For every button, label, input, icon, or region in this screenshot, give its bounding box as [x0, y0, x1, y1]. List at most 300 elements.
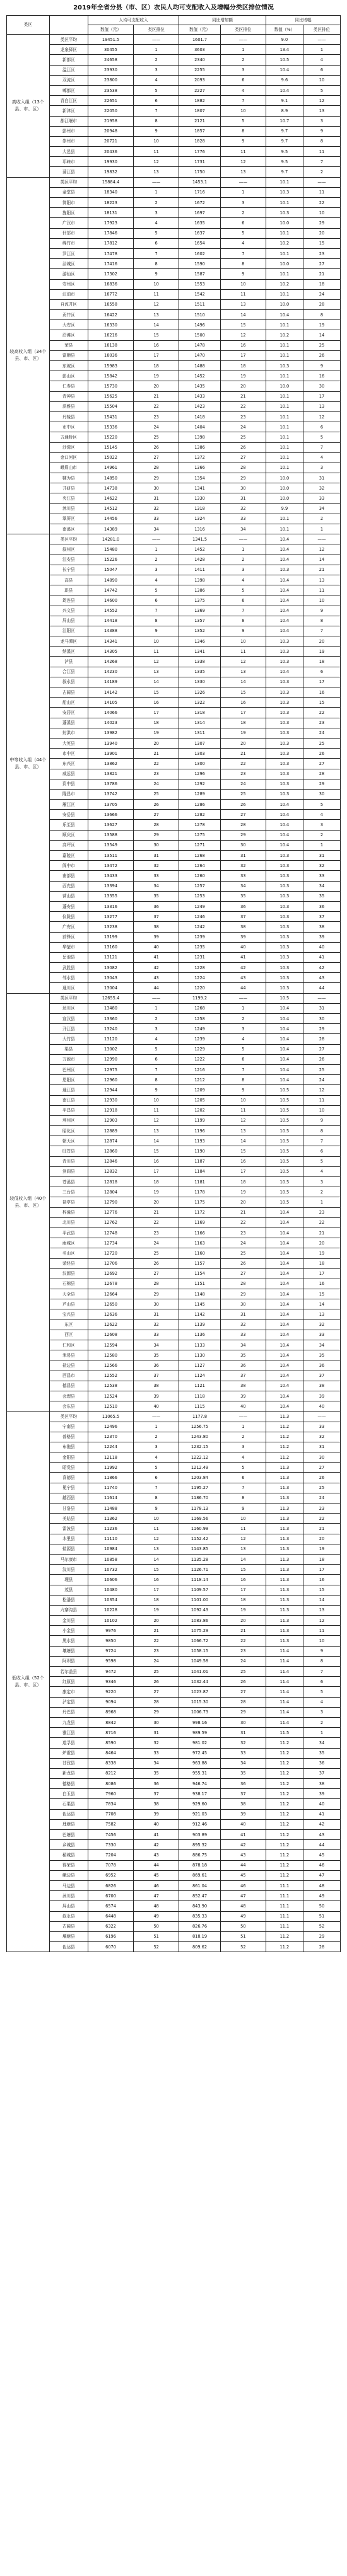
county-name: 涪城区 — [49, 259, 88, 269]
growth-value: 938.17 — [179, 1789, 221, 1799]
income-value: 22050 — [88, 106, 133, 116]
table-row — [7, 1003, 341, 1013]
growth-rank: 11 — [220, 1524, 266, 1534]
county-name: 阿坝县 — [49, 1656, 88, 1666]
income-value: 12889 — [88, 1126, 133, 1136]
growth-rate-value: 10.3 — [266, 932, 303, 942]
growth-rate-value: 10.5 — [266, 1136, 303, 1146]
income-value: 13120 — [88, 1034, 133, 1044]
growth-rank: 6 — [220, 75, 266, 85]
growth-rank: 2 — [220, 555, 266, 565]
income-rank: 43 — [134, 973, 179, 983]
income-rank: 5 — [134, 1044, 179, 1054]
county-name: 西昌市 — [49, 1371, 88, 1381]
growth-value: 1202 — [179, 1105, 221, 1115]
county-name: 甘洛县 — [49, 1504, 88, 1514]
income-value: 12370 — [88, 1432, 133, 1442]
income-value: 10984 — [88, 1544, 133, 1554]
income-rank: 22 — [134, 1217, 179, 1228]
growth-rate-value: 11.1 — [266, 1911, 303, 1921]
growth-rank: 35 — [220, 891, 266, 901]
growth-rank: 8 — [220, 259, 266, 269]
income-value: 15504 — [88, 401, 133, 411]
income-rank: 13 — [134, 1544, 179, 1554]
income-value: 17846 — [88, 228, 133, 238]
growth-rank: 14 — [220, 677, 266, 687]
growth-rank: 17 — [220, 708, 266, 718]
growth-rank: 47 — [220, 1891, 266, 1901]
growth-rate-value: 10.3 — [266, 769, 303, 779]
growth-rank: 16 — [220, 1575, 266, 1585]
income-value: 13982 — [88, 728, 133, 738]
growth-rank: 29 — [220, 830, 266, 840]
growth-rank: 2 — [220, 1432, 266, 1442]
income-rank: 15 — [134, 1565, 179, 1575]
table-row — [7, 1309, 341, 1320]
tier-group-label: 中等收入组（44个县、市、区） — [7, 534, 50, 993]
growth-rank: 6 — [220, 218, 266, 228]
table-row — [7, 718, 341, 728]
growth-rate-rank: 7 — [303, 626, 340, 636]
income-rank: 5 — [134, 1463, 179, 1473]
growth-rate-rank: 1 — [303, 45, 340, 55]
header-growth-rate: 同比增幅 — [266, 16, 340, 25]
growth-rate-value: 10.0 — [266, 299, 303, 309]
growth-rate-rank: 4 — [303, 55, 340, 65]
growth-value: 1258 — [179, 1014, 221, 1024]
growth-rate-value: 10.3 — [266, 636, 303, 647]
growth-rate-rank: 32 — [303, 861, 340, 871]
growth-value: 1256.75 — [179, 1422, 221, 1432]
tier-average-row — [7, 993, 341, 1003]
growth-rate-value: 10.0 — [266, 483, 303, 493]
income-value: 12734 — [88, 1238, 133, 1248]
table-row — [7, 575, 341, 585]
growth-rate-rank: 6 — [303, 422, 340, 432]
county-name: 合江县 — [49, 667, 88, 677]
income-rank: 30 — [134, 840, 179, 850]
growth-rank: 2 — [220, 55, 266, 65]
income-rank: 41 — [134, 1830, 179, 1840]
growth-value: 1352 — [179, 626, 221, 636]
income-rank: 33 — [134, 1748, 179, 1758]
county-name: 江油市 — [49, 289, 88, 299]
income-rank: 33 — [134, 1330, 179, 1340]
growth-rate-value: 10.4 — [266, 800, 303, 810]
growth-rate-rank: 24 — [303, 728, 340, 738]
growth-rate-value: 10.4 — [266, 534, 303, 544]
table-row — [7, 871, 341, 881]
growth-rank: 22 — [220, 401, 266, 411]
county-name: 大邑县 — [49, 147, 88, 157]
income-rank: 7 — [134, 1064, 179, 1074]
county-name: 朝天区 — [49, 1136, 88, 1146]
growth-rank: 26 — [220, 800, 266, 810]
income-value: 9094 — [88, 1697, 133, 1707]
header-tier-group: 类区 — [7, 16, 50, 35]
income-rank: 12 — [134, 1534, 179, 1544]
county-name: 叙州区 — [49, 544, 88, 555]
growth-rate-rank: 6 — [303, 1146, 340, 1156]
table-row — [7, 1707, 341, 1717]
growth-rank: 23 — [220, 1228, 266, 1238]
growth-rank: 33 — [220, 871, 266, 881]
income-rank: 40 — [134, 1401, 179, 1412]
growth-rate-rank: 13 — [303, 1309, 340, 1320]
table-row — [7, 1554, 341, 1564]
growth-rate-value: 10.3 — [266, 881, 303, 891]
growth-rank: 29 — [220, 1289, 266, 1299]
table-row — [7, 738, 341, 748]
income-rank: 44 — [134, 1860, 179, 1870]
growth-rate-value: 10.3 — [266, 208, 303, 218]
growth-rate-rank: 13 — [303, 106, 340, 116]
growth-rate-value: 10.5 — [266, 1126, 303, 1136]
growth-value: 1193 — [179, 1136, 221, 1146]
income-rank: 27 — [134, 452, 179, 463]
income-rank: 34 — [134, 881, 179, 891]
growth-value: 1635 — [179, 218, 221, 228]
growth-rate-value: 10.5 — [266, 1146, 303, 1156]
growth-value: 1130 — [179, 1350, 221, 1360]
growth-value: 1006.73 — [179, 1707, 221, 1717]
income-value: 14418 — [88, 616, 133, 626]
income-rank: 4 — [134, 75, 179, 85]
county-name: 理县 — [49, 1575, 88, 1585]
income-value: 16036 — [88, 350, 133, 360]
county-name: 蒲江县 — [49, 167, 88, 177]
county-name: 巴州区 — [49, 1064, 88, 1074]
income-rank: 45 — [134, 1870, 179, 1880]
growth-rank: 30 — [220, 1717, 266, 1727]
growth-rate-rank: 36 — [303, 1360, 340, 1371]
growth-rate-rank: 1 — [303, 524, 340, 534]
growth-value: 1369 — [179, 606, 221, 616]
income-rank: 8 — [134, 1075, 179, 1085]
growth-value: 1286 — [179, 800, 221, 810]
income-value: 20948 — [88, 126, 133, 136]
growth-rate-value: 11.4 — [266, 1687, 303, 1697]
growth-rank: 30 — [220, 840, 266, 850]
growth-rank: 7 — [220, 248, 266, 258]
growth-rank: 13 — [220, 667, 266, 677]
growth-rank: 4 — [220, 238, 266, 248]
growth-rate-rank: 7 — [303, 157, 340, 167]
growth-rate-rank: 11 — [303, 187, 340, 197]
growth-rate-value: 11.2 — [266, 1931, 303, 1941]
table-row — [7, 228, 341, 238]
table-row — [7, 1248, 341, 1258]
income-value: 13549 — [88, 840, 133, 850]
income-value: 11488 — [88, 1504, 133, 1514]
income-value: 12594 — [88, 1340, 133, 1350]
income-value: 6070 — [88, 1942, 133, 1952]
county-name: 高坪区 — [49, 840, 88, 850]
income-rank: 33 — [134, 514, 179, 524]
growth-rate-value: 10.0 — [266, 259, 303, 269]
growth-rank: 50 — [220, 1921, 266, 1931]
growth-rank: —— — [220, 35, 266, 45]
growth-rate-value: 11.3 — [266, 1504, 303, 1514]
growth-rate-rank: 7 — [303, 442, 340, 452]
growth-value: 1300 — [179, 759, 221, 769]
growth-value: 1386 — [179, 442, 221, 452]
growth-rate-rank: 16 — [303, 687, 340, 698]
income-rank: 1 — [134, 45, 179, 55]
income-rank: 9 — [134, 626, 179, 636]
county-name: 类区平均 — [49, 993, 88, 1003]
growth-value: 929.60 — [179, 1799, 221, 1809]
table-row — [7, 616, 341, 626]
growth-value: 1175 — [179, 1197, 221, 1207]
growth-value: 1066.72 — [179, 1636, 221, 1646]
county-name: 壤塘县 — [49, 1646, 88, 1656]
table-row — [7, 1422, 341, 1432]
income-rank: 51 — [134, 1931, 179, 1941]
income-value: 12706 — [88, 1258, 133, 1268]
growth-rate-rank: 27 — [303, 1463, 340, 1473]
table-row — [7, 1636, 341, 1646]
growth-rate-value: 8.9 — [266, 106, 303, 116]
table-row — [7, 1044, 341, 1054]
growth-rank: 7 — [220, 1064, 266, 1074]
growth-rank: 5 — [220, 585, 266, 595]
growth-value: 1510 — [179, 310, 221, 320]
income-value: 13433 — [88, 871, 133, 881]
growth-rank: 33 — [220, 514, 266, 524]
growth-rate-rank: 19 — [303, 1248, 340, 1258]
income-rank: 19 — [134, 1187, 179, 1197]
table-row — [7, 810, 341, 820]
growth-rate-rank: 40 — [303, 942, 340, 952]
county-name: 高县 — [49, 575, 88, 585]
growth-value: 809.62 — [179, 1942, 221, 1952]
table-row — [7, 1340, 341, 1350]
county-name: 阆中市 — [49, 861, 88, 871]
income-rank: 25 — [134, 432, 179, 442]
income-rank: 13 — [134, 167, 179, 177]
county-name: 邻水县 — [49, 973, 88, 983]
growth-value: 1435 — [179, 381, 221, 391]
growth-rank: 11 — [220, 147, 266, 157]
county-name: 东坡区 — [49, 361, 88, 371]
income-value: 13355 — [88, 891, 133, 901]
county-name: 五通桥区 — [49, 432, 88, 442]
income-value: 13082 — [88, 963, 133, 973]
growth-rank: 24 — [220, 422, 266, 432]
county-name: 长宁县 — [49, 565, 88, 575]
table-row — [7, 1514, 341, 1524]
growth-rank: —— — [220, 177, 266, 187]
county-name: 昭化区 — [49, 1126, 88, 1136]
income-rank: 14 — [134, 1136, 179, 1146]
table-row — [7, 1667, 341, 1677]
growth-rank: 23 — [220, 411, 266, 422]
growth-value: 1151 — [179, 1279, 221, 1289]
growth-rank: 15 — [220, 687, 266, 698]
income-rank: 4 — [134, 1034, 179, 1044]
table-row — [7, 65, 341, 75]
growth-value: 1127 — [179, 1360, 221, 1371]
county-name: 峨眉山市 — [49, 463, 88, 473]
income-value: 12990 — [88, 1054, 133, 1064]
table-row — [7, 851, 341, 861]
income-rank: 22 — [134, 401, 179, 411]
growth-rank: 21 — [220, 1626, 266, 1636]
income-value: 15220 — [88, 432, 133, 442]
growth-rate-rank: 9 — [303, 1115, 340, 1125]
tier-average-row — [7, 1412, 341, 1422]
growth-rate-rank: 24 — [303, 1493, 340, 1503]
income-value: 16772 — [88, 289, 133, 299]
growth-value: 1303 — [179, 749, 221, 759]
income-rank: 3 — [134, 65, 179, 75]
growth-rank: 36 — [220, 901, 266, 911]
growth-rate-value: 11.4 — [266, 1646, 303, 1656]
income-value: 11362 — [88, 1514, 133, 1524]
growth-rate-rank: —— — [303, 35, 340, 45]
table-row — [7, 259, 341, 269]
growth-rank: 25 — [220, 432, 266, 442]
growth-rate-value: 10.4 — [266, 1207, 303, 1217]
income-rank: 11 — [134, 289, 179, 299]
income-value: 24658 — [88, 55, 133, 65]
table-row — [7, 565, 341, 575]
income-value: 12566 — [88, 1360, 133, 1371]
growth-rate-rank: 17 — [303, 1565, 340, 1575]
growth-rate-rank: 12 — [303, 411, 340, 422]
growth-rank: 26 — [220, 1677, 266, 1687]
growth-rate-rank: 23 — [303, 248, 340, 258]
table-row — [7, 1830, 341, 1840]
growth-rate-rank: 9 — [303, 1646, 340, 1656]
growth-value: 1423 — [179, 401, 221, 411]
income-value: 19451.5 — [88, 35, 133, 45]
income-value: 12552 — [88, 1371, 133, 1381]
growth-value: 1404 — [179, 422, 221, 432]
income-value: 12244 — [88, 1442, 133, 1452]
growth-rate-rank: 16 — [303, 1279, 340, 1289]
income-rank: 19 — [134, 1605, 179, 1615]
growth-value: 1032.44 — [179, 1677, 221, 1687]
growth-rate-value: 10.3 — [266, 749, 303, 759]
growth-value: 921.03 — [179, 1809, 221, 1819]
income-rank: 36 — [134, 1360, 179, 1371]
income-value: 7708 — [88, 1809, 133, 1819]
income-rank: —— — [134, 177, 179, 187]
county-name: 万源市 — [49, 1054, 88, 1064]
growth-rank: 37 — [220, 1789, 266, 1799]
table-row — [7, 340, 341, 350]
growth-value: 1212.49 — [179, 1463, 221, 1473]
growth-rate-rank: 21 — [303, 565, 340, 575]
county-name: 沐川县 — [49, 503, 88, 514]
county-name: 岳池县 — [49, 952, 88, 962]
growth-rank: 45 — [220, 1870, 266, 1880]
county-name: 德昌县 — [49, 1381, 88, 1391]
income-value: 12860 — [88, 1146, 133, 1156]
growth-rate-value: 11.3 — [266, 1605, 303, 1615]
income-rank: 9 — [134, 1504, 179, 1514]
growth-value: 1716 — [179, 187, 221, 197]
table-row — [7, 442, 341, 452]
growth-rate-rank: 20 — [303, 636, 340, 647]
growth-rank: 29 — [220, 1707, 266, 1717]
growth-value: 1222 — [179, 1054, 221, 1064]
growth-value: 1335 — [179, 667, 221, 677]
income-rank: 14 — [134, 677, 179, 687]
growth-value: 1542 — [179, 289, 221, 299]
growth-rate-value: 11.3 — [266, 1514, 303, 1524]
growth-value: 886.75 — [179, 1850, 221, 1860]
growth-rate-rank: 38 — [303, 1381, 340, 1391]
growth-rank: 4 — [220, 1452, 266, 1463]
growth-value: 1731 — [179, 157, 221, 167]
growth-rate-value: 10.1 — [266, 320, 303, 330]
income-value: 16330 — [88, 320, 133, 330]
income-value: 7834 — [88, 1799, 133, 1809]
income-rank: 9 — [134, 1085, 179, 1095]
county-name: 茂县 — [49, 1585, 88, 1595]
income-rank: 31 — [134, 1728, 179, 1738]
growth-value: 2121 — [179, 116, 221, 126]
growth-value: 1488 — [179, 361, 221, 371]
growth-rank: 20 — [220, 1197, 266, 1207]
growth-value: 1101.00 — [179, 1595, 221, 1605]
table-row — [7, 157, 341, 167]
county-name: 色达县 — [49, 1809, 88, 1819]
income-rank: 38 — [134, 1799, 179, 1809]
income-rank: 29 — [134, 830, 179, 840]
growth-rate-value: 10.5 — [266, 1156, 303, 1166]
growth-rate-rank: 22 — [303, 708, 340, 718]
income-value: 20721 — [88, 136, 133, 146]
county-name: 丹巴县 — [49, 1707, 88, 1717]
table-row — [7, 1789, 341, 1799]
county-name: 宁南县 — [49, 1422, 88, 1432]
growth-rate-value: 10.4 — [266, 667, 303, 677]
growth-rate-rank: 25 — [303, 340, 340, 350]
growth-rate-value: 10.3 — [266, 728, 303, 738]
growth-rate-value: 11.3 — [266, 1483, 303, 1493]
growth-rate-rank: 8 — [303, 1126, 340, 1136]
growth-rate-value: 11.2 — [266, 1768, 303, 1778]
growth-rate-rank: 25 — [303, 738, 340, 748]
growth-rate-value: 10.4 — [266, 555, 303, 565]
growth-rate-value: 10.4 — [266, 820, 303, 830]
growth-rate-value: 10.4 — [266, 1044, 303, 1054]
growth-value: 835.33 — [179, 1911, 221, 1921]
growth-value: 1354 — [179, 473, 221, 483]
growth-rank: 30 — [220, 483, 266, 493]
growth-value: 1195.27 — [179, 1483, 221, 1493]
income-rank: 5 — [134, 585, 179, 595]
income-rank: 6 — [134, 1054, 179, 1064]
table-row — [7, 1432, 341, 1442]
growth-value: 1807 — [179, 106, 221, 116]
income-rank: 30 — [134, 1717, 179, 1727]
income-rank: 49 — [134, 1911, 179, 1921]
county-name: 类区平均 — [49, 534, 88, 544]
growth-rank: 12 — [220, 1115, 266, 1125]
growth-rate-value: 10.1 — [266, 463, 303, 473]
growth-value: 1322 — [179, 698, 221, 708]
table-row — [7, 1656, 341, 1666]
growth-rate-value: 10.3 — [266, 789, 303, 799]
county-name: 龙马潭区 — [49, 636, 88, 647]
table-row — [7, 310, 341, 320]
income-rank: 22 — [134, 759, 179, 769]
